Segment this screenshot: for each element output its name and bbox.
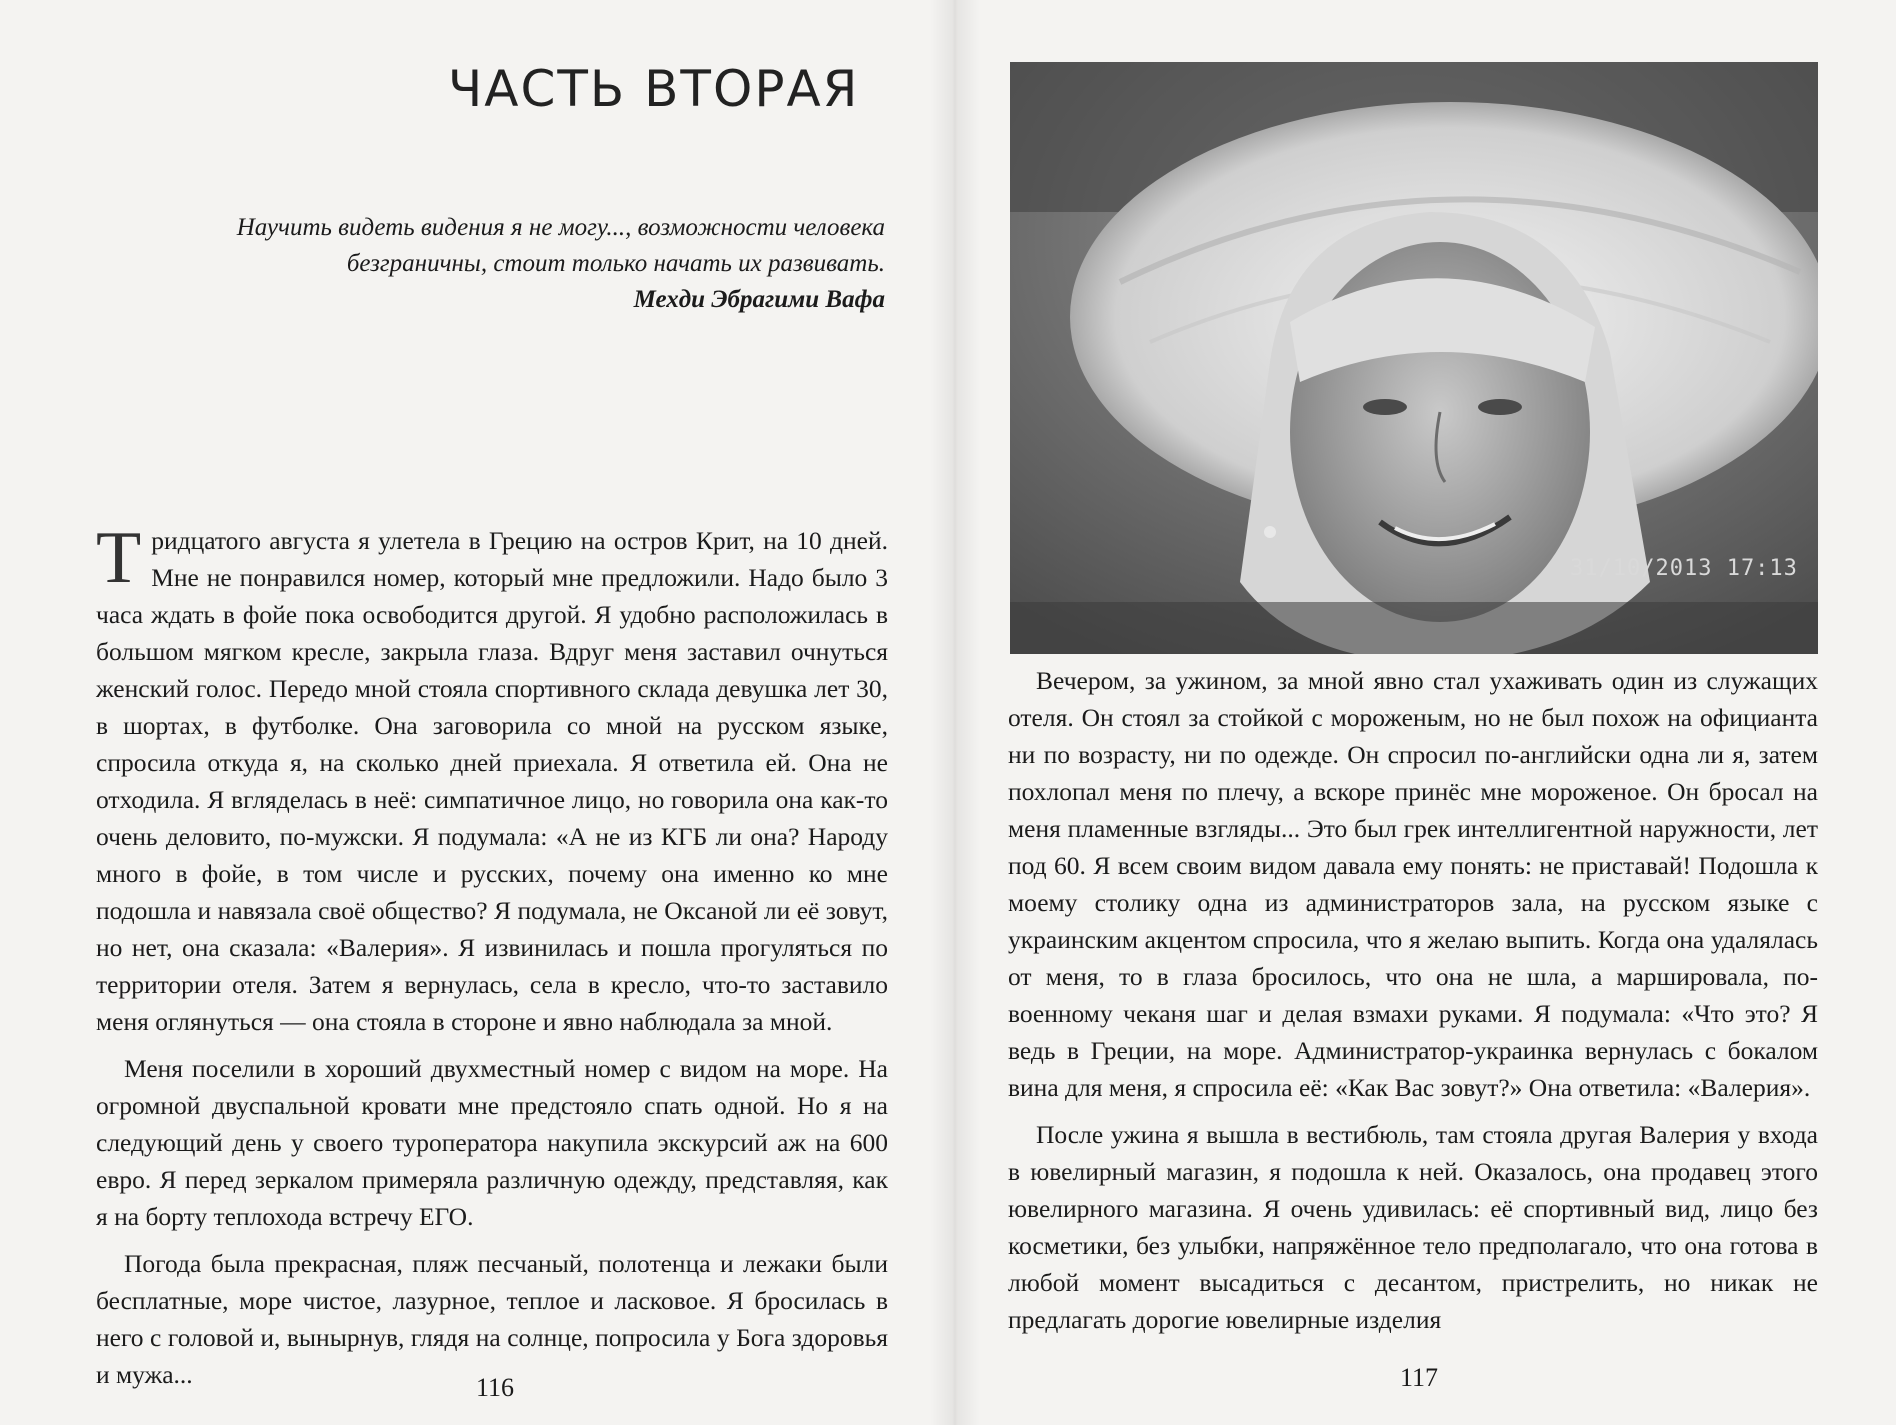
paragraph xyxy=(96,517,888,1040)
epigraph-author: Мехди Эбрагими Вафа xyxy=(633,286,885,313)
chapter-title: ЧАСТЬ ВТОРАЯ xyxy=(448,60,860,118)
epigraph xyxy=(145,210,885,318)
paragraph: Погода была прекрасная, пляж песчаный, полотенца и лежаки были бесплатные, море чистое, лазурное, теплое и ласковое. Я бросилась в него с головой и, вынырнув, глядя на солнце, попросила у Бога здоровья и мужа... xyxy=(96,1249,888,1389)
drop-cap: Т xyxy=(96,517,142,599)
page-number: 117 xyxy=(1400,1363,1439,1392)
left-page xyxy=(0,0,940,1425)
left-page-body xyxy=(96,517,888,1403)
photo-timestamp: 31/10/2013 17:13 xyxy=(1570,556,1798,581)
paragraph: Меня поселили в хороший двухместный номер с видом на море. На огромной двуспальной кровати мне предстояло спать одной. Но я на следующий день у своего туроператора накупила экскурсий аж на 600 евро. Я перед зеркалом примеряла различную одежду, представляя, как я на борту теплохода встречу ЕГО. xyxy=(96,1054,888,1231)
epigraph-line: безграничны, стоит только начать их развивать. xyxy=(346,250,885,277)
page-number: 116 xyxy=(476,1373,515,1402)
paragraph: После ужина я вышла в вестибюль, там стояла другая Валерия у входа в ювелирный магазин, я подошла к ней. Оказалось, она продавец этого ювелирного магазина. Я очень удивилась: её спортивный вид, лицо без косметики, без улыбки, напряжённое тело предполагало, что она готова в любой момент высадиться с десантом, пристрелить, но никак не предлагать дорогие ювелирные изделия xyxy=(1008,1120,1818,1334)
right-page-body xyxy=(1008,662,1818,1348)
epigraph-line: Научить видеть видения я не могу..., возможности человека xyxy=(236,214,885,241)
paragraph-text: ридцатого августа я улетела в Грецию на остров Крит, на 10 дней. Мне не понравился номер, который мне предложили. Надо было 3 часа ждать в фойе пока освободится другой. Я удобно расположилась в большом мягком кресле, закрыла глаза. Вдруг меня заставил очнуться женский голос. Передо мной стояла спортивного склада девушка лет 30, в шортах, в футболке. Она заговорила со мной на русском языке, спросила откуда я, на сколько дней приехала. Я ответила ей. Она не отходила. Я вгляделась в неё: симпатичное лицо, но говорила она как-то очень деловито, по-мужски. Я подумала: «А не из КГБ ли она? Народу много в фойе, в том числе и русских, почему она именно ко мне подошла и навязала своё общество? Я подумала, не Оксаной ли её зовут, но нет, она сказала: «Валерия». Я извинилась и пошла прогуляться по территории отеля. Затем я вернулась, села в кресло, что-то заставило меня оглянуться — она стояла в стороне и явно наблюдала за мной. xyxy=(96,526,888,1036)
right-page xyxy=(970,0,1896,1425)
photo-woman-in-sun-hat xyxy=(1010,62,1818,654)
paragraph: Вечером, за ужином, за мной явно стал ухаживать один из служащих отеля. Он стоял за стойкой с мороженым, но не был похож на официанта ни по возрасту, ни по одежде. Он спросил по-английски одна ли я, затем похлопал меня по плечу, а вскоре принёс мне мороженое. Он бросал на меня пламенные взгляды... Это был грек интеллигентной наружности, лет под 60. Я всем своим видом давала ему понять: не приставай! Подошла к моему столику одна из администраторов зала, на русском языке с украинским акцентом спросила, что я желаю выпить. Когда она удалялась от меня, то в глаза бросилось, что она не шла, а маршировала, по-военному чеканя шаг и делая взмахи руками. Я подумала: «Что это? Я ведь в Греции, на море. Администратор-украинка вернулась с бокалом вина для меня, я спросила её: «Как Вас зовут?» Она ответила: «Валерия». xyxy=(1008,666,1818,1102)
